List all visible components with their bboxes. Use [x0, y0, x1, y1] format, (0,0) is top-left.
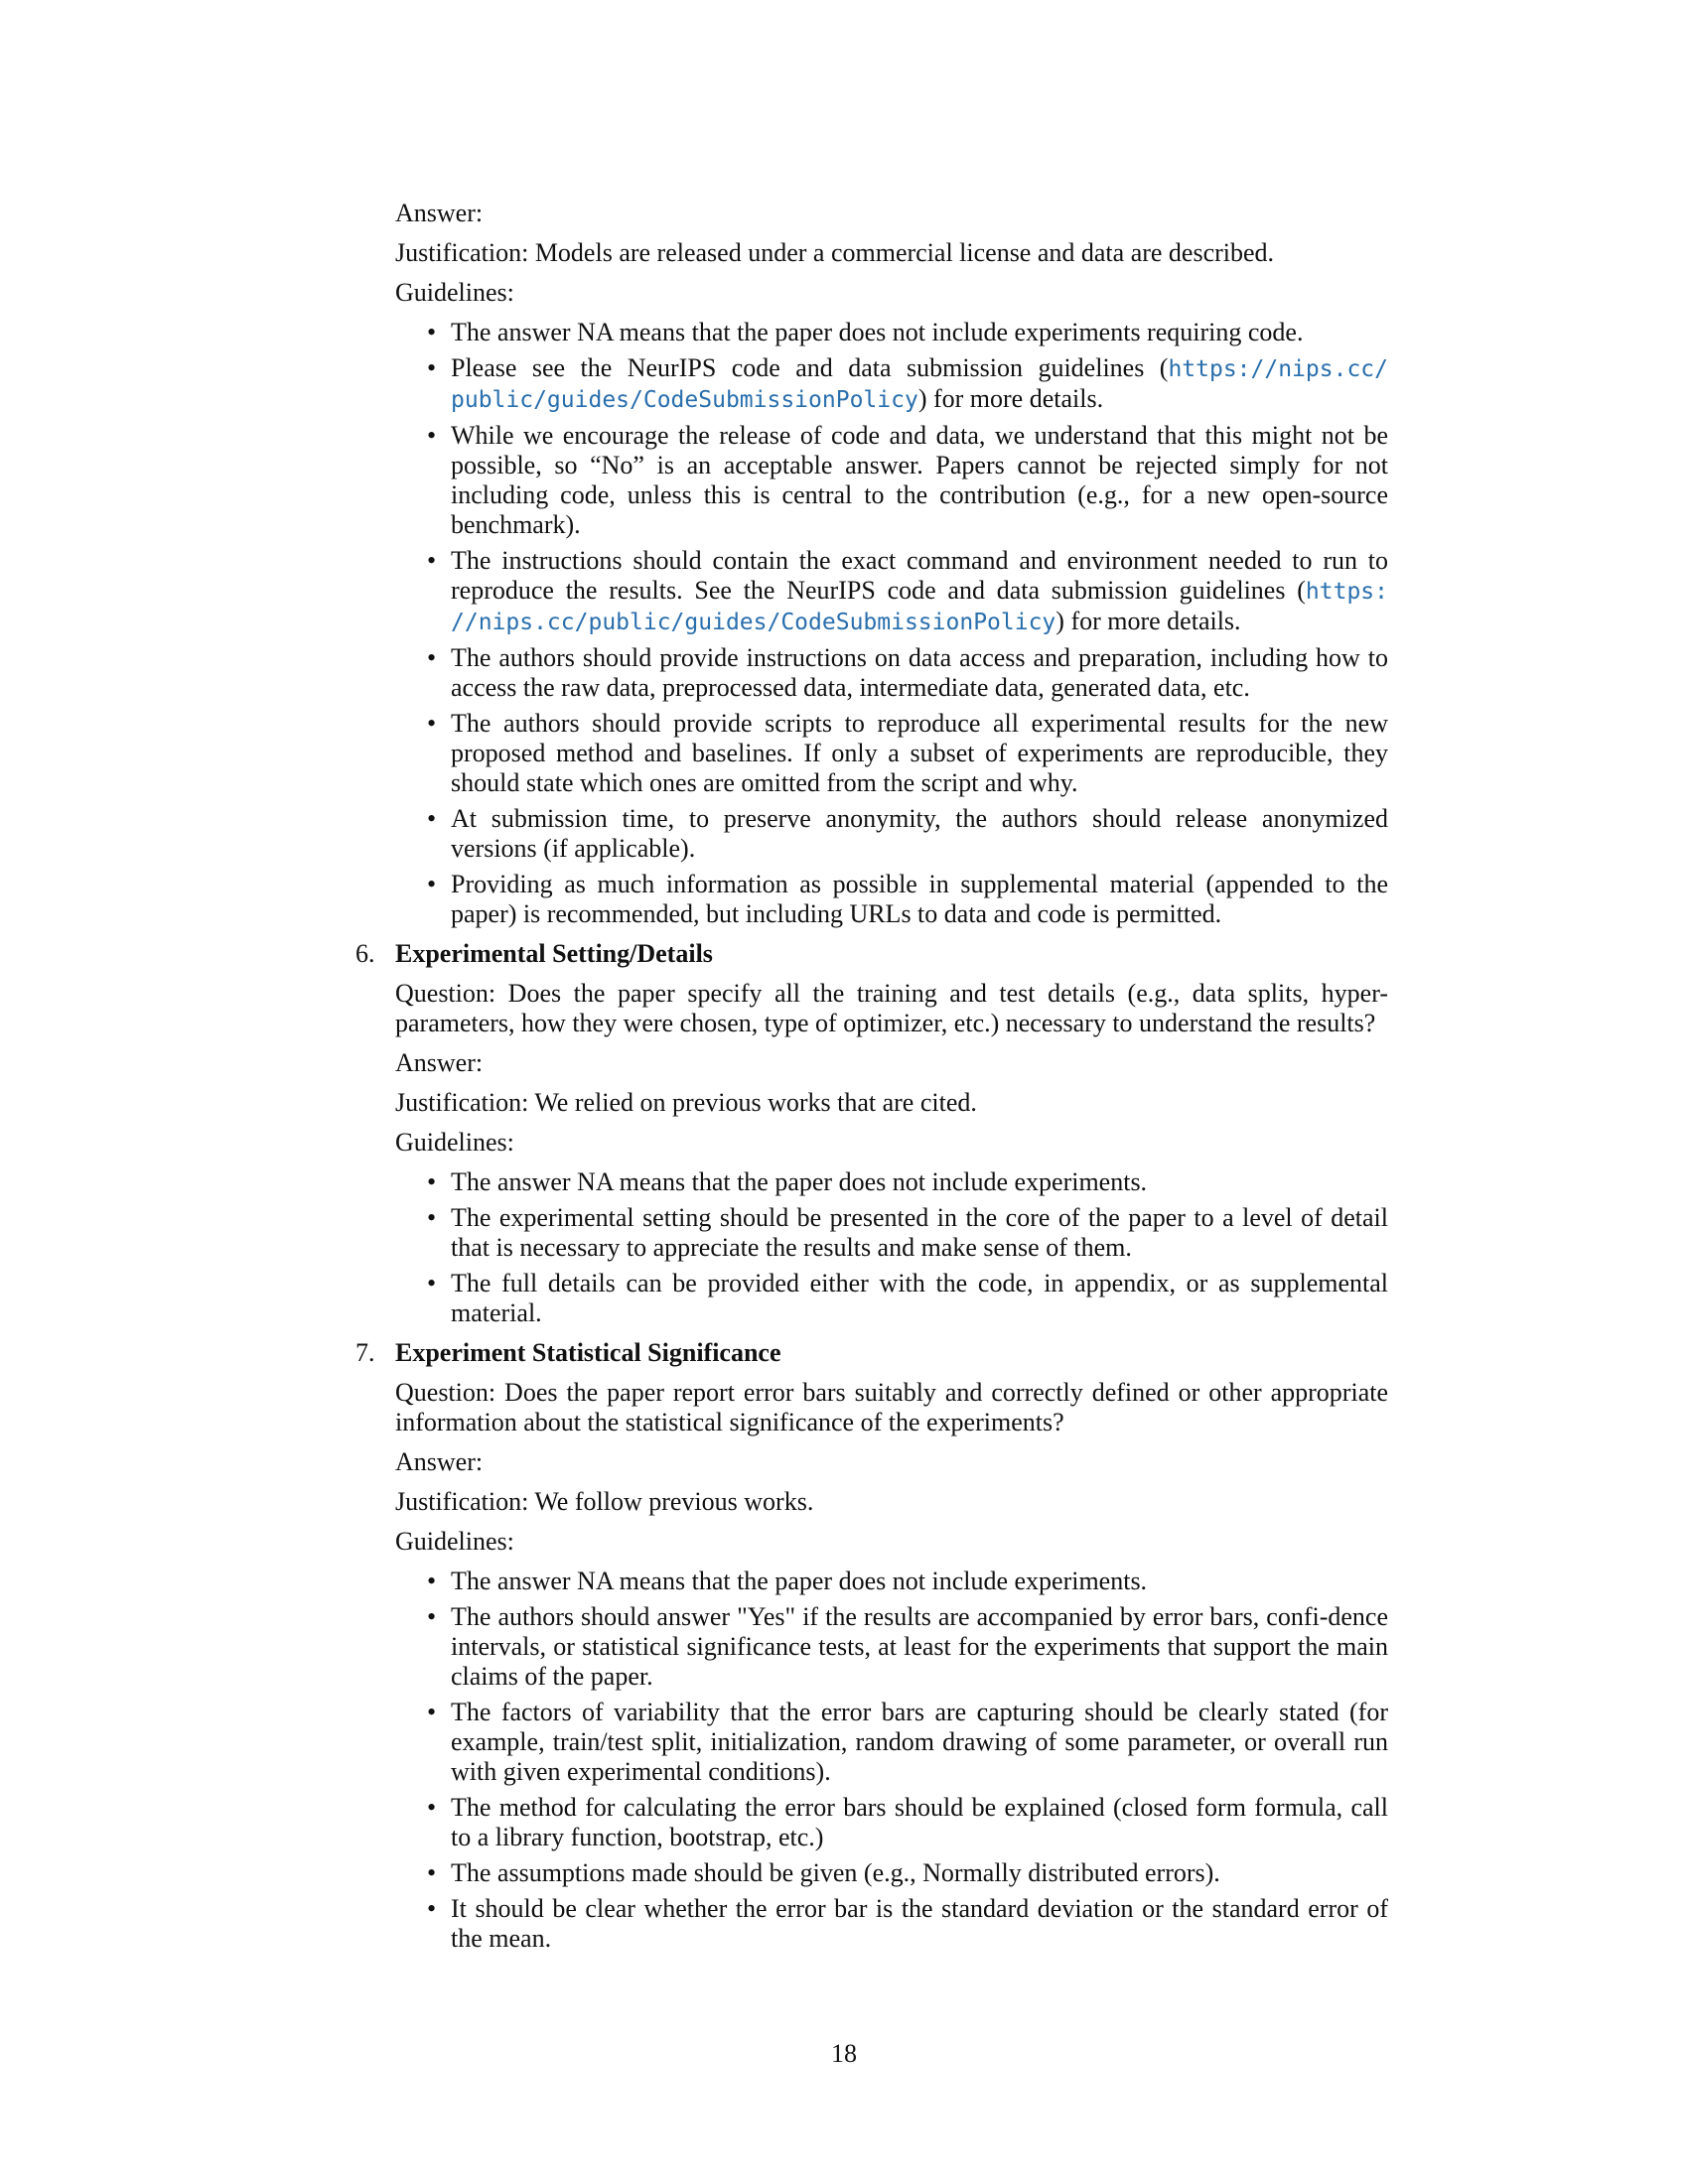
- list-item: [427, 804, 1388, 864]
- answer-label: Answer:: [395, 199, 484, 227]
- guidelines-list: [395, 318, 1388, 929]
- bullet-icon: •: [427, 421, 437, 450]
- list-item-text: At submission time, to preserve anonymity, the authors should release anonymized versions (if applicable).: [451, 804, 1388, 863]
- answer-label: Answer:: [395, 1048, 484, 1077]
- section-experimental-setting: [355, 939, 1388, 1328]
- list-item: [427, 421, 1388, 540]
- list-item: [427, 318, 1388, 347]
- list-item-text: Please see the NeurIPS code and data submission guidelines (: [451, 353, 1169, 382]
- list-item-text: The method for calculating the error bars should be explained (closed form formula, call to a library function, bootstrap, etc.): [451, 1793, 1388, 1851]
- section-title: Experimental Setting/Details: [395, 939, 713, 968]
- code-policy-link-cont[interactable]: //nips.cc/public/guides/CodeSubmissionPolicy: [451, 610, 1056, 635]
- list-item: [427, 1602, 1388, 1692]
- bullet-icon: •: [427, 353, 437, 382]
- page-number: 18: [831, 2039, 857, 2068]
- list-item-text: ) for more details.: [917, 384, 1104, 413]
- bullet-icon: •: [427, 1858, 437, 1887]
- list-item-text: Providing as much information as possible in supplemental material (appended to the paper) is recommended, but including URLs to data and code is permitted.: [451, 870, 1388, 928]
- bullet-icon: •: [427, 1567, 437, 1595]
- question-text: Question: Does the paper specify all the training and test details (e.g., data splits, hyper-parameters, how they were chosen, type of optimizer, etc.) necessary to understand the results?: [395, 979, 1388, 1037]
- list-item-text: The factors of variability that the error bars are capturing should be clearly stated (for example, train/test split, initialization, random drawing of some parameter, or overall run with given experimental conditions).: [451, 1698, 1388, 1786]
- bullet-icon: •: [427, 1698, 437, 1726]
- guidelines-label: Guidelines:: [395, 1527, 514, 1556]
- list-item-text: The answer NA means that the paper does not include experiments.: [451, 1167, 1148, 1196]
- list-item-text: The instructions should contain the exact command and environment needed to run to reproduce the results. See the NeurIPS code and data submission guidelines (: [451, 546, 1388, 605]
- section-statistical-significance: [355, 1338, 1388, 1954]
- list-item: [427, 643, 1388, 703]
- justification-text: Justification: We follow previous works.: [395, 1487, 814, 1516]
- guidelines-label: Guidelines:: [395, 1128, 514, 1157]
- section-number: 6.: [355, 939, 375, 968]
- list-item: [427, 1793, 1388, 1852]
- list-item-text: The authors should provide instructions on data access and preparation, including how to access the raw data, preprocessed data, intermediate data, generated data, etc.: [451, 643, 1388, 702]
- list-item-text: It should be clear whether the error bar is the standard deviation or the standard error of the mean.: [451, 1894, 1388, 1953]
- justification-text: Justification: Models are released under a commercial license and data are described.: [395, 238, 1275, 267]
- code-policy-link[interactable]: https:: [1305, 579, 1388, 605]
- list-item-text: The experimental setting should be presented in the core of the paper to a level of detail that is necessary to appreciate the results and make sense of them.: [451, 1203, 1388, 1262]
- list-item-text: While we encourage the release of code and data, we understand that this might not be possible, so “No” is an acceptable answer. Papers cannot be rejected simply for not including code, unless this is central to the contribution (e.g., for a new open-source benchmark).: [451, 421, 1388, 539]
- bullet-icon: •: [427, 1203, 437, 1232]
- bullet-icon: •: [427, 318, 437, 346]
- list-item-text: The authors should provide scripts to reproduce all experimental results for the new proposed method and baselines. If only a subset of experiments are reproducible, they should state which ones are omitted from the script and why.: [451, 709, 1388, 797]
- list-item: [427, 1269, 1388, 1328]
- code-policy-link-cont[interactable]: public/guides/CodeSubmissionPolicy: [451, 387, 918, 413]
- bullet-icon: •: [427, 1269, 437, 1297]
- list-item: [427, 1894, 1388, 1954]
- list-item: [427, 353, 1388, 415]
- list-item: [427, 1567, 1388, 1596]
- list-item-text: The full details can be provided either with the code, in appendix, or as supplemental material.: [451, 1269, 1388, 1327]
- bullet-icon: •: [427, 546, 437, 575]
- list-item: [427, 546, 1388, 637]
- section-number: 7.: [355, 1338, 375, 1367]
- list-item: [427, 1698, 1388, 1787]
- bullet-icon: •: [427, 870, 437, 898]
- list-item-text: ) for more details.: [1055, 607, 1241, 635]
- bullet-icon: •: [427, 643, 437, 672]
- bullet-icon: •: [427, 804, 437, 833]
- bullet-icon: •: [427, 1602, 437, 1631]
- page-content: [355, 199, 1388, 1962]
- list-item: [427, 1858, 1388, 1888]
- list-item-text: The answer NA means that the paper does not include experiments.: [451, 1567, 1148, 1595]
- code-policy-link[interactable]: https://nips.cc/: [1168, 356, 1388, 382]
- bullet-icon: •: [427, 1167, 437, 1196]
- list-item: [427, 1167, 1388, 1197]
- list-item: [427, 1203, 1388, 1263]
- question-text: Question: Does the paper report error bars suitably and correctly defined or other appropriate information about the statistical significance of the experiments?: [395, 1378, 1388, 1436]
- guidelines-list: [395, 1567, 1388, 1954]
- guidelines-label: Guidelines:: [395, 278, 514, 307]
- bullet-icon: •: [427, 1793, 437, 1822]
- section-title: Experiment Statistical Significance: [395, 1338, 781, 1367]
- bullet-icon: •: [427, 1894, 437, 1923]
- list-item-text: The assumptions made should be given (e.g., Normally distributed errors).: [451, 1858, 1220, 1887]
- list-item: [427, 870, 1388, 929]
- list-item-text: The answer NA means that the paper does not include experiments requiring code.: [451, 318, 1304, 346]
- answer-label: Answer:: [395, 1447, 484, 1476]
- bullet-icon: •: [427, 709, 437, 738]
- guidelines-list: [395, 1167, 1388, 1328]
- list-item: [427, 709, 1388, 798]
- list-item-text: The authors should answer "Yes" if the results are accompanied by error bars, confi-dence intervals, or statistical significance tests, at least for the experiments that support the main claims of the paper.: [451, 1602, 1388, 1691]
- justification-text: Justification: We relied on previous works that are cited.: [395, 1088, 977, 1117]
